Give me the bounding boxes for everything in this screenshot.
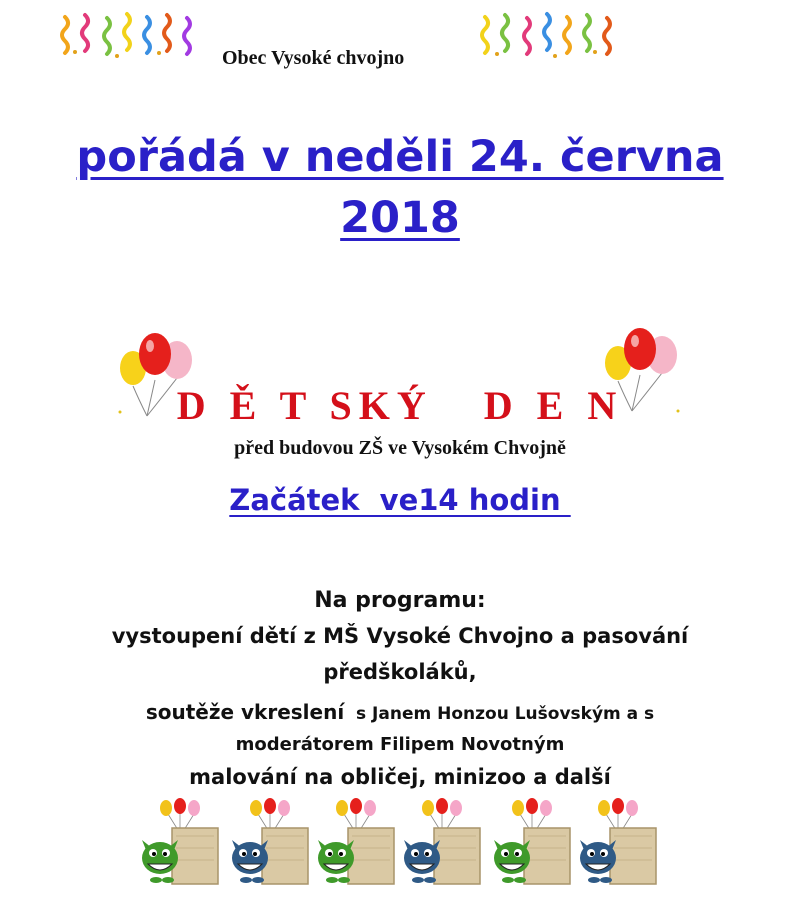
party-streamers-icon <box>55 12 205 62</box>
program-line-3-main: soutěže vkreslení <box>145 700 345 724</box>
monster-with-sign-icon <box>230 796 314 896</box>
program-heading: Na programu: <box>314 588 486 613</box>
monster-with-sign-icon <box>578 796 662 896</box>
program-line-2: předškoláků, <box>323 660 477 684</box>
program-line-3-small: s Janem Honzou Lušovským a s <box>344 704 655 724</box>
program-line-1: vystoupení dětí z MŠ Vysoké Chvojno a pasování <box>111 624 689 648</box>
program-line-5: malování na obličej, minizoo a další <box>189 765 611 789</box>
headline-year: 2018 <box>340 193 460 243</box>
monster-with-sign-icon <box>402 796 486 896</box>
monster-with-sign-icon <box>140 796 224 896</box>
program-line-4: moderátorem Filipem Novotným <box>235 734 565 755</box>
event-start-time: Začátek ve14 hodin <box>229 483 571 517</box>
headline-date: pořádá v neděli 24. června <box>76 132 724 182</box>
party-streamers-icon <box>475 12 625 62</box>
organizer-name: Obec Vysoké chvojno <box>222 47 405 69</box>
program-line-3 <box>0 700 800 724</box>
event-venue: před budovou ZŠ ve Vysokém Chvojně <box>234 437 566 459</box>
event-title: D Ě T SKÝ D E N <box>176 383 624 428</box>
monster-with-sign-icon <box>492 796 576 896</box>
monster-with-sign-icon <box>316 796 400 896</box>
